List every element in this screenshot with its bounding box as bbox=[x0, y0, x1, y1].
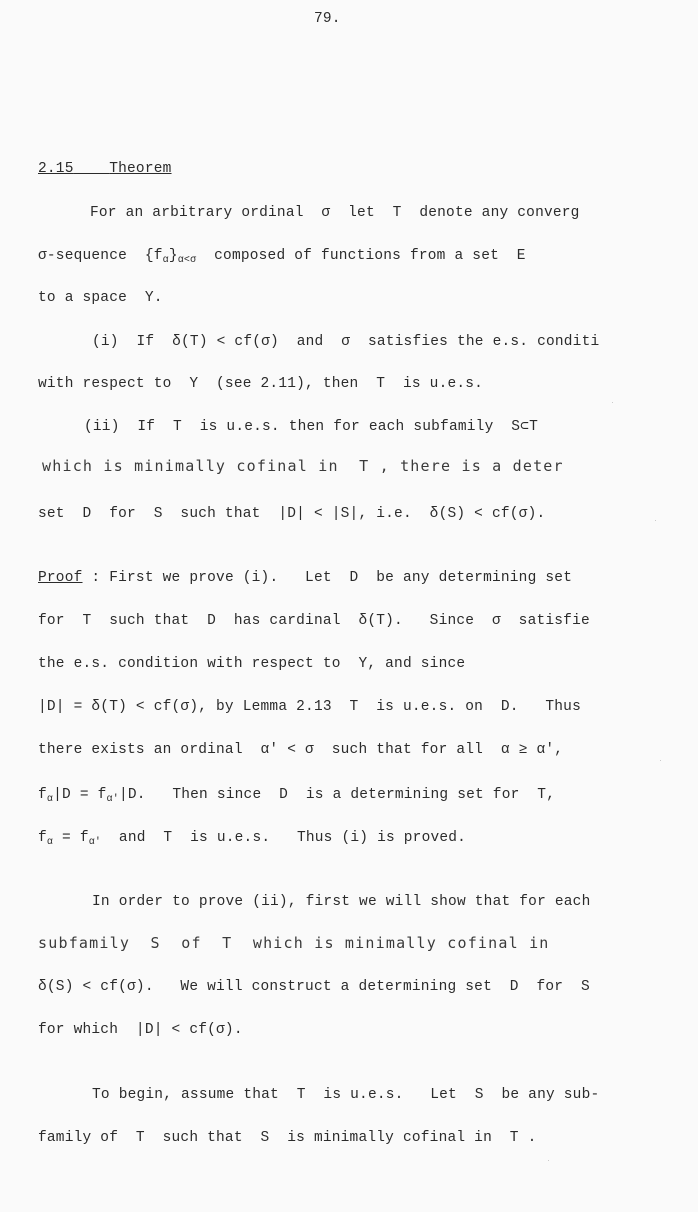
text-line bbox=[38, 829, 466, 847]
text-line bbox=[38, 247, 526, 265]
text-fragment: } bbox=[168, 248, 178, 264]
subscript: α<σ bbox=[177, 255, 197, 266]
text-line: with respect to Y (see 2.11), then T is u.e.s. bbox=[38, 376, 484, 392]
text-line: For an arbitrary ordinal σ let T denote any converg bbox=[90, 205, 580, 221]
text-fragment: and T is u.e.s. Thus (i) is proved. bbox=[101, 830, 467, 846]
text-line bbox=[38, 569, 572, 587]
proof-label: Proof bbox=[38, 570, 83, 586]
scan-speck bbox=[660, 760, 661, 761]
text-fragment: |D = f bbox=[53, 787, 107, 803]
text-line: (i) If δ(T) < cf(σ) and σ satisfies the e.s. conditi bbox=[92, 334, 600, 350]
text-fragment: : First we prove (i). Let D be any determining set bbox=[82, 570, 573, 586]
text-line: which is minimally cofinal in T , there is a deter bbox=[42, 457, 564, 475]
text-line: In order to prove (ii), first we will show that for each bbox=[92, 894, 591, 910]
subscript: α bbox=[46, 837, 54, 848]
scan-speck bbox=[655, 520, 656, 521]
subscript: α bbox=[46, 794, 54, 805]
text-line bbox=[38, 786, 555, 804]
text-fragment: family of T such that S is minimally cofinal in T . bbox=[38, 1130, 537, 1146]
heading-title: Theorem bbox=[109, 161, 172, 177]
text-line: there exists an ordinal α' < σ such that for all α ≥ α', bbox=[38, 742, 564, 758]
text-line: To begin, assume that T is u.e.s. Let S be any sub- bbox=[92, 1087, 600, 1103]
text-line: (ii) If T is u.e.s. then for each subfamily S⊂T bbox=[84, 419, 539, 435]
text-line: subfamily S of T which is minimally cofinal in bbox=[38, 934, 550, 952]
text-fragment: = f bbox=[53, 830, 89, 846]
text-line: for T such that D has cardinal δ(T). Since σ satisfie bbox=[38, 613, 590, 629]
subscript: α bbox=[162, 255, 169, 266]
page-number: 79. bbox=[314, 11, 341, 27]
section-heading bbox=[38, 160, 172, 178]
subscript: α' bbox=[88, 837, 102, 848]
text-fragment: f bbox=[38, 787, 47, 803]
text-line: |D| = δ(T) < cf(σ), by Lemma 2.13 T is u.e.s. on D. Thus bbox=[38, 699, 581, 715]
text-fragment: composed of functions from a set E bbox=[196, 248, 526, 264]
scan-speck bbox=[612, 402, 613, 403]
text-line: for which |D| < cf(σ). bbox=[38, 1022, 243, 1038]
text-line bbox=[38, 1129, 536, 1147]
text-fragment: f bbox=[38, 830, 47, 846]
subscript: α' bbox=[106, 794, 119, 805]
heading-number: 2.15 bbox=[38, 161, 74, 177]
text-fragment: |D. Then since D is a determining set for T, bbox=[118, 787, 556, 803]
text-fragment: σ-sequence {f bbox=[38, 248, 163, 264]
text-line: to a space Y. bbox=[38, 290, 163, 306]
text-line: δ(S) < cf(σ). We will construct a determining set D for S bbox=[38, 979, 590, 995]
text-line: set D for S such that |D| < |S|, i.e. δ(S) < cf(σ). bbox=[38, 506, 546, 522]
text-line: the e.s. condition with respect to Y, and since bbox=[38, 656, 466, 672]
scan-speck bbox=[548, 1160, 549, 1161]
